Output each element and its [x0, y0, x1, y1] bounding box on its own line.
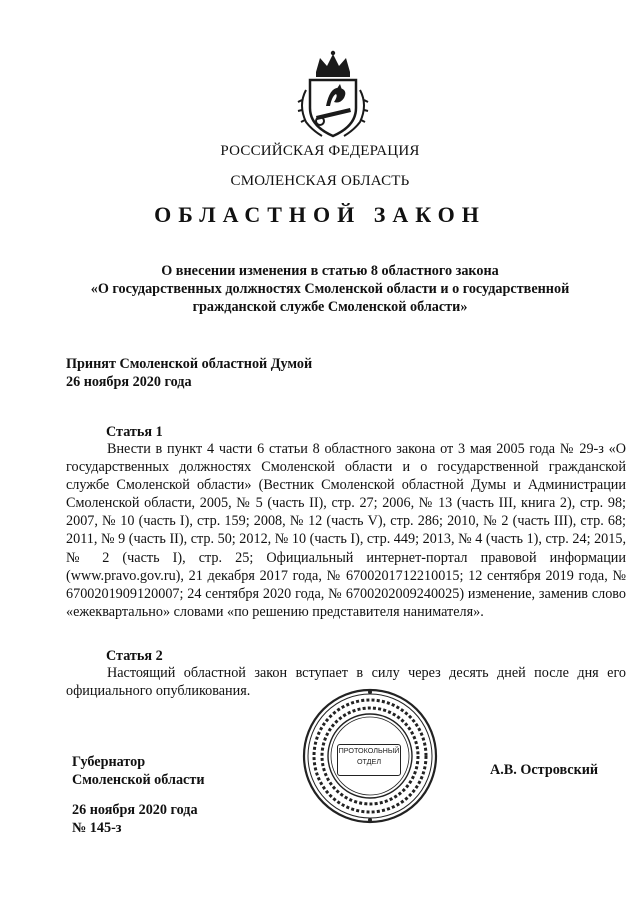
- signatory-name: А.В. Островский: [490, 762, 599, 778]
- position-line: Губернатор: [72, 754, 146, 770]
- article-paragraph: Настоящий областной закон вступает в силу через десять дней после дня его официального опубликования.: [66, 665, 626, 700]
- seal-inner-line: ОТДЕЛ: [356, 757, 382, 766]
- signing-date: 26 ноября 2020 года: [72, 802, 198, 818]
- article-1-heading: Статья 1: [106, 424, 163, 440]
- seal-inner-line: ПРОТОКОЛЬНЫЙ: [338, 746, 400, 755]
- seal-inner-box: [337, 744, 401, 776]
- law-number: № 145-з: [72, 820, 122, 836]
- adopted-date: 26 ноября 2020 года: [66, 374, 192, 390]
- article-2-heading: Статья 2: [106, 648, 163, 664]
- region-heading: СМОЛЕНСКАЯ ОБЛАСТЬ: [230, 173, 410, 189]
- signatory-position: [72, 753, 205, 789]
- adoption-note: [66, 355, 312, 391]
- country-heading: РОССИЙСКАЯ ФЕДЕРАЦИЯ: [220, 143, 420, 159]
- position-line: Смоленской области: [72, 772, 205, 788]
- adopted-by: Принят Смоленской областной Думой: [66, 356, 313, 372]
- law-date-number: [72, 801, 198, 837]
- subject-line: О внесении изменения в статью 8 областного закона: [161, 263, 499, 279]
- article-1-text: [66, 440, 626, 621]
- article-paragraph: Внести в пункт 4 части 6 статьи 8 областного закона от 3 мая 2005 года № 29-з «О государственных должностях Смоленской области и о государственной гражданской службе Смоленской области» (Вестник Смоленской областной Думы и Администрации Смоленской области, 2005, № 5 (часть II), стр. 27; 2006, № 13 (часть III, книга 2), стр. 98; 2007, № 10 (часть I), стр. 159; 2008, № 12 (часть V), стр. 286; 2010, № 2 (часть III), стр. 68; 2011, № 9 (часть II), стр. 50; 2012, № 10 (часть I), стр. 449; 2013, № 4 (часть 1), стр. 24; 2015, № 2 (часть I), стр. 25; Официальный интернет-портал правовой информации (www.pravo.gov.ru), 21 декабря 2017 года, № 6700201712210015; 12 сентября 2019 года, № 6700201909120007; 24 сентября 2020 года, № 6700202009240025) изменение, заменив слово «ежеквартально» словами «по решению представителя нанимателя».: [66, 441, 626, 620]
- document-title: ОБЛАСТНОЙ ЗАКОН: [154, 202, 486, 227]
- subject-line: «О государственных должностях Смоленской области и о государственной: [90, 281, 570, 297]
- coat-of-arms-icon: [296, 50, 370, 140]
- law-subject: [70, 262, 590, 316]
- subject-line: гражданской службе Смоленской области»: [192, 299, 468, 315]
